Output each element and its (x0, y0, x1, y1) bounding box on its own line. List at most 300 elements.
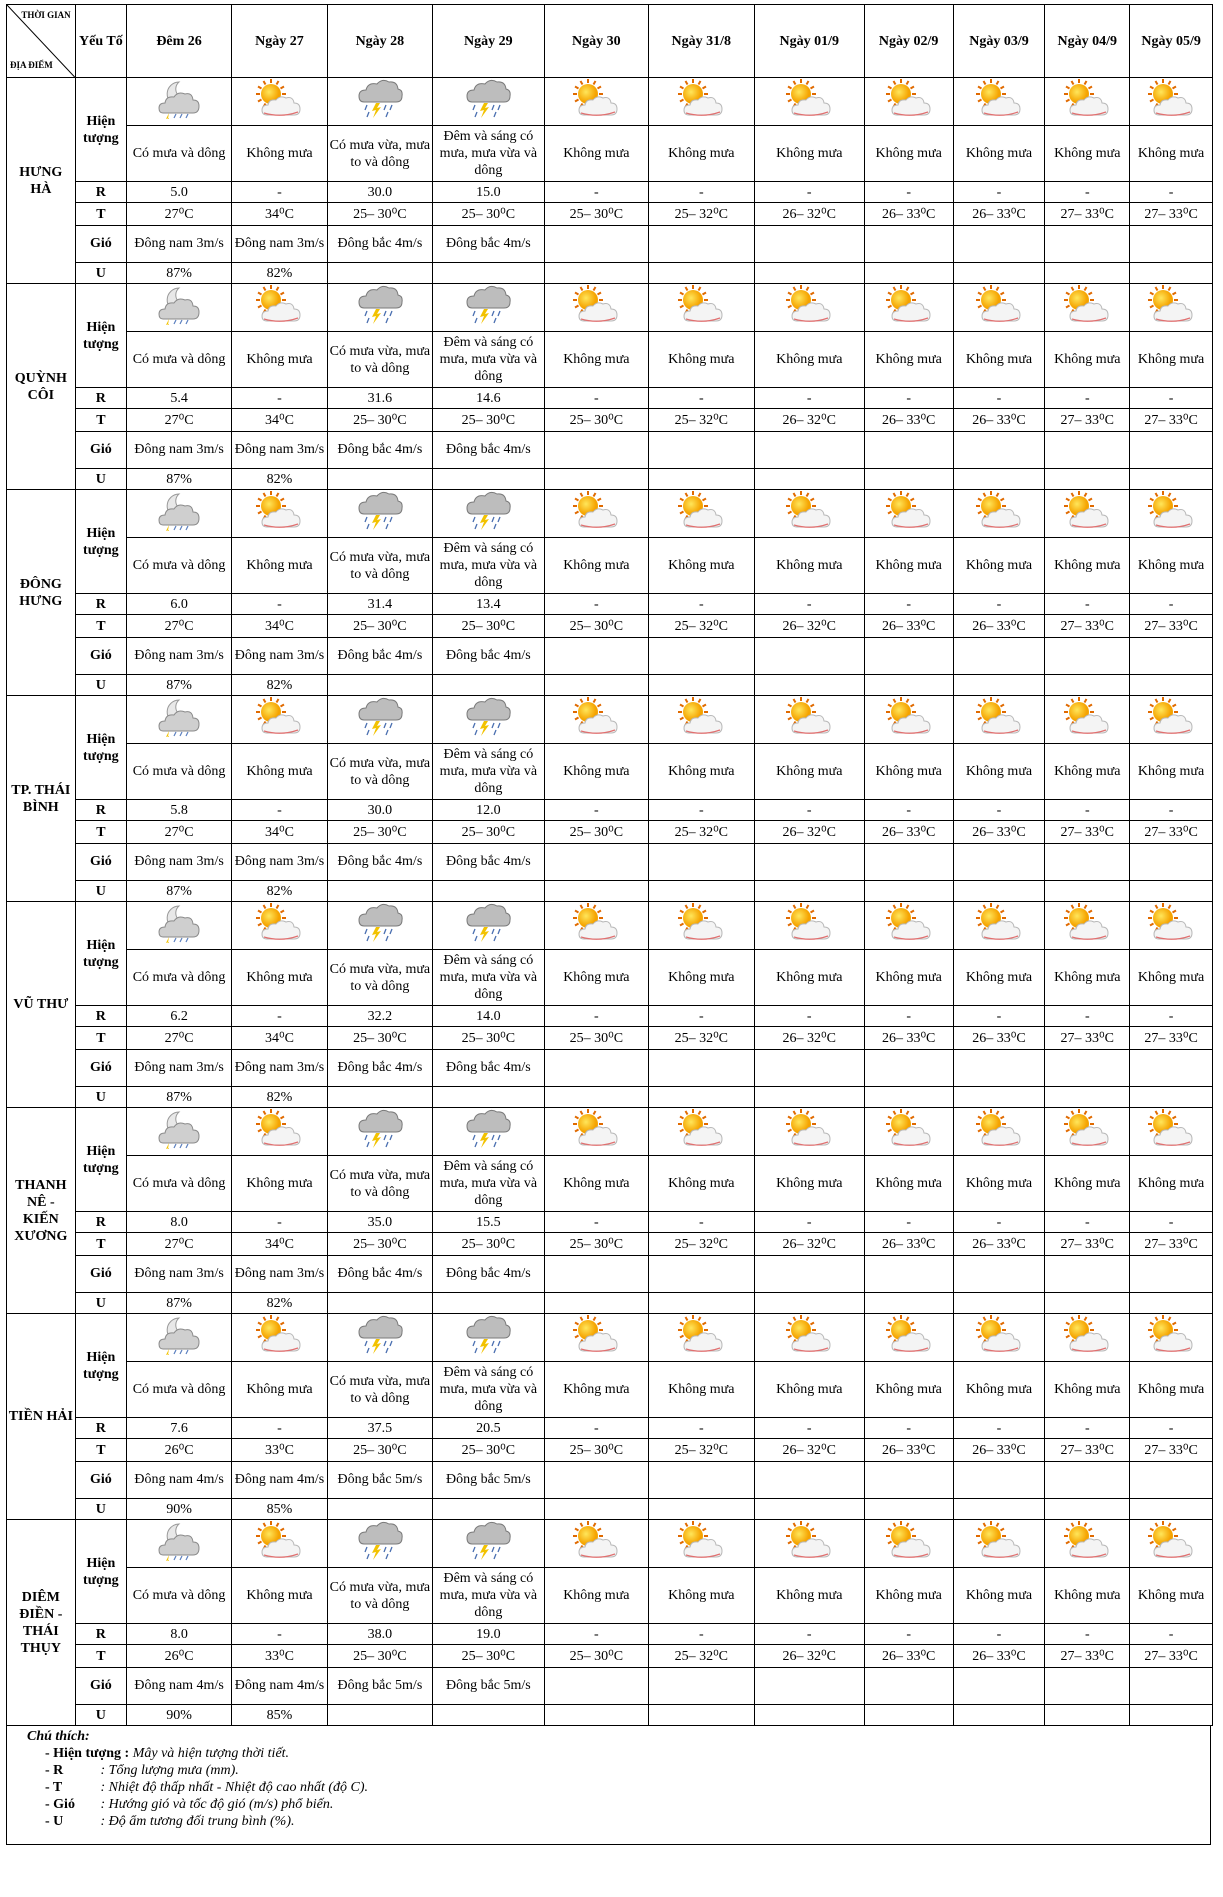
partly-sunny-icon (1147, 1521, 1195, 1566)
phenomenon-cell: Không mưa (648, 950, 754, 1006)
rain-cell: - (754, 800, 864, 821)
wind-cell (754, 844, 864, 881)
location-1-desc-row (7, 126, 1213, 182)
phenomenon-cell: Không mưa (1130, 126, 1213, 182)
partly-sunny-icon (255, 285, 303, 330)
hum-cell (648, 1087, 754, 1108)
wind-cell: Đông bắc 4m/s (432, 226, 544, 263)
location-2-desc-row (7, 332, 1213, 388)
rain-cell: - (754, 1212, 864, 1233)
phenomenon-cell: Có mưa vừa, mưa to và dông (327, 126, 432, 182)
hum-cell (953, 881, 1045, 902)
weather-icon-cell (1045, 78, 1130, 126)
day-header-3: Ngày 28 (327, 5, 432, 78)
wind-cell (648, 1050, 754, 1087)
weather-icon-cell (544, 1108, 648, 1156)
temp-cell: 25– 30⁰C (327, 409, 432, 432)
phenomenon-cell: Không mưa (864, 1362, 953, 1418)
thunderstorm-icon (464, 284, 512, 331)
weather-icon-cell (327, 1314, 432, 1362)
thunderstorm-icon (356, 902, 404, 949)
wind-cell: Đông bắc 4m/s (432, 1050, 544, 1087)
phenomenon-cell: Không mưa (648, 126, 754, 182)
weather-icon-cell (754, 1108, 864, 1156)
wind-cell (1130, 1668, 1213, 1705)
thunderstorm-icon (356, 1314, 404, 1361)
partly-sunny-icon (1063, 1521, 1111, 1566)
hum-cell (432, 1499, 544, 1520)
rain-cell: - (232, 1006, 328, 1027)
element-label-humidity: U (75, 1087, 126, 1108)
hum-cell (953, 1087, 1045, 1108)
phenomenon-cell: Có mưa và dông (127, 126, 232, 182)
wind-cell (1045, 1668, 1130, 1705)
hum-cell (544, 1087, 648, 1108)
rain-cell: - (544, 594, 648, 615)
phenomenon-cell: Không mưa (1045, 744, 1130, 800)
hum-cell: 82% (232, 675, 328, 696)
weather-icon-cell (544, 490, 648, 538)
day-header-11: Ngày 05/9 (1130, 5, 1213, 78)
rain-cell: - (544, 1624, 648, 1645)
wind-cell (864, 1050, 953, 1087)
day-header-6: Ngày 31/8 (648, 5, 754, 78)
hum-cell (648, 1293, 754, 1314)
element-label-wind: Gió (75, 1256, 126, 1293)
rain-cell: 30.0 (327, 182, 432, 203)
wind-cell: Đông nam 3m/s (232, 1050, 328, 1087)
location-5-icons-row (7, 902, 1213, 950)
partly-sunny-icon (255, 1315, 303, 1360)
weather-icon-cell (544, 284, 648, 332)
weather-icon-cell (953, 1314, 1045, 1362)
rain-cell: - (232, 182, 328, 203)
note-line (27, 1813, 1210, 1830)
temp-cell: 25– 30⁰C (544, 1645, 648, 1668)
hum-cell (544, 1499, 648, 1520)
weather-icon-cell (648, 902, 754, 950)
phenomenon-cell: Đêm và sáng có mưa, mưa vừa và dông (432, 1156, 544, 1212)
day-header-9: Ngày 03/9 (953, 5, 1045, 78)
hum-cell (432, 469, 544, 490)
hum-cell (648, 469, 754, 490)
element-label-humidity: U (75, 1293, 126, 1314)
rain-cell: - (544, 1212, 648, 1233)
location-name: TIỀN HẢI (7, 1314, 76, 1520)
location-4-rain-row (7, 800, 1213, 821)
wind-cell: Đông nam 3m/s (127, 226, 232, 263)
phenomenon-cell: Không mưa (953, 1568, 1045, 1624)
rain-cell: 14.0 (432, 1006, 544, 1027)
temp-cell: 26– 33⁰C (864, 409, 953, 432)
hum-cell: 87% (127, 675, 232, 696)
temp-cell: 25– 32⁰C (648, 615, 754, 638)
partly-sunny-icon (677, 903, 725, 948)
weather-icon-cell (232, 1314, 328, 1362)
partly-sunny-icon (572, 79, 620, 124)
weather-icon-cell (127, 490, 232, 538)
temp-cell: 26– 32⁰C (754, 1439, 864, 1462)
wind-cell (953, 226, 1045, 263)
phenomenon-cell: Không mưa (232, 950, 328, 1006)
temp-cell: 26– 33⁰C (864, 203, 953, 226)
hum-cell (953, 1705, 1045, 1726)
partly-sunny-icon (572, 285, 620, 330)
wind-cell (1130, 432, 1213, 469)
rain-cell: - (953, 594, 1045, 615)
temp-cell: 25– 30⁰C (432, 409, 544, 432)
weather-icon-cell (754, 78, 864, 126)
phenomenon-cell: Không mưa (953, 950, 1045, 1006)
element-label-wind: Gió (75, 432, 126, 469)
partly-sunny-icon (975, 79, 1023, 124)
weather-icon-cell (327, 284, 432, 332)
phenomenon-cell: Không mưa (544, 538, 648, 594)
phenomenon-cell: Có mưa và dông (127, 332, 232, 388)
element-label-phenomenon: Hiện tượng (75, 78, 126, 182)
temp-cell: 27⁰C (127, 821, 232, 844)
rain-cell: - (864, 182, 953, 203)
rain-cell: - (232, 800, 328, 821)
location-1-hum-row (7, 263, 1213, 284)
rain-cell: - (953, 1006, 1045, 1027)
partly-sunny-icon (1063, 285, 1111, 330)
rain-cell: - (953, 800, 1045, 821)
rain-cell: - (648, 388, 754, 409)
wind-cell (544, 432, 648, 469)
element-label-humidity: U (75, 469, 126, 490)
temp-cell: 25– 32⁰C (648, 409, 754, 432)
partly-sunny-icon (885, 1315, 933, 1360)
phenomenon-cell: Không mưa (232, 538, 328, 594)
weather-icon-cell (432, 1108, 544, 1156)
weather-icon-cell (1045, 1520, 1130, 1568)
location-3-desc-row (7, 538, 1213, 594)
temp-cell: 33⁰C (232, 1439, 328, 1462)
element-label-temp: T (75, 203, 126, 226)
forecast-table (6, 4, 1213, 1726)
wind-cell (953, 1256, 1045, 1293)
location-4-icons-row (7, 696, 1213, 744)
weather-icon-cell (1045, 1108, 1130, 1156)
location-7-desc-row (7, 1362, 1213, 1418)
rain-cell: - (1045, 800, 1130, 821)
temp-cell: 25– 30⁰C (327, 615, 432, 638)
wind-cell (864, 226, 953, 263)
element-label-humidity: U (75, 881, 126, 902)
phenomenon-cell: Không mưa (232, 744, 328, 800)
phenomenon-cell: Không mưa (754, 126, 864, 182)
location-1-rain-row (7, 182, 1213, 203)
hum-cell (544, 1293, 648, 1314)
location-name: HƯNG HÀ (7, 78, 76, 284)
phenomenon-cell: Không mưa (648, 744, 754, 800)
phenomenon-cell: Không mưa (544, 744, 648, 800)
rain-cell: - (544, 800, 648, 821)
phenomenon-cell: Không mưa (1045, 1362, 1130, 1418)
weather-icon-cell (1130, 78, 1213, 126)
wind-cell: Đông nam 3m/s (127, 638, 232, 675)
wind-cell (1045, 1462, 1130, 1499)
partly-sunny-icon (975, 491, 1023, 536)
partly-sunny-icon (1063, 491, 1111, 536)
location-7-hum-row (7, 1499, 1213, 1520)
hum-cell (1130, 675, 1213, 696)
weather-icon-cell (1130, 1520, 1213, 1568)
note-value: : Tổng lượng mưa (mm). (100, 1763, 239, 1778)
phenomenon-cell: Có mưa vừa, mưa to và dông (327, 1156, 432, 1212)
weather-icon-cell (864, 78, 953, 126)
rain-cell: - (648, 800, 754, 821)
weather-icon-cell (127, 1520, 232, 1568)
element-label-rain: R (75, 800, 126, 821)
partly-sunny-icon (885, 903, 933, 948)
wind-cell: Đông bắc 4m/s (432, 844, 544, 881)
weather-icon-cell (754, 1314, 864, 1362)
temp-cell: 25– 32⁰C (648, 1439, 754, 1462)
weather-icon-cell (864, 1314, 953, 1362)
day-header-8: Ngày 02/9 (864, 5, 953, 78)
phenomenon-cell: Không mưa (953, 332, 1045, 388)
partly-sunny-icon (677, 79, 725, 124)
hum-cell (864, 1087, 953, 1108)
hum-cell (327, 263, 432, 284)
weather-icon-cell (953, 902, 1045, 950)
partly-sunny-icon (572, 1315, 620, 1360)
rain-cell: - (1130, 1418, 1213, 1439)
temp-cell: 25– 30⁰C (544, 1439, 648, 1462)
rain-cell: 15.0 (432, 182, 544, 203)
temp-cell: 27– 33⁰C (1130, 821, 1213, 844)
hum-cell (754, 1499, 864, 1520)
temp-cell: 26– 33⁰C (953, 1439, 1045, 1462)
element-label-phenomenon: Hiện tượng (75, 490, 126, 594)
wind-cell (1045, 1256, 1130, 1293)
partly-sunny-icon (255, 1521, 303, 1566)
element-label-temp: T (75, 1645, 126, 1668)
weather-icon-cell (232, 902, 328, 950)
temp-cell: 25– 30⁰C (432, 1645, 544, 1668)
weather-icon-cell (864, 1108, 953, 1156)
note-value: : Nhiệt độ thấp nhất - Nhiệt độ cao nhất (độ C). (100, 1780, 369, 1795)
location-8-hum-row (7, 1705, 1213, 1726)
weather-icon-cell (544, 78, 648, 126)
phenomenon-cell: Không mưa (544, 1568, 648, 1624)
wind-cell (864, 638, 953, 675)
phenomenon-cell: Có mưa vừa, mưa to và dông (327, 1568, 432, 1624)
location-1-wind-row (7, 226, 1213, 263)
temp-cell: 25– 30⁰C (327, 1645, 432, 1668)
day-header-5: Ngày 30 (544, 5, 648, 78)
temp-cell: 26– 33⁰C (864, 1233, 953, 1256)
element-label-wind: Gió (75, 1050, 126, 1087)
temp-cell: 26– 32⁰C (754, 203, 864, 226)
temp-cell: 25– 30⁰C (544, 203, 648, 226)
location-8-temp-row (7, 1645, 1213, 1668)
rain-cell: - (1045, 1006, 1130, 1027)
element-label-wind: Gió (75, 844, 126, 881)
wind-cell: Đông bắc 4m/s (327, 844, 432, 881)
partly-sunny-icon (785, 79, 833, 124)
night-thunderstorm-icon (155, 1521, 203, 1566)
temp-cell: 27⁰C (127, 409, 232, 432)
temp-cell: 26– 33⁰C (953, 203, 1045, 226)
rain-cell: - (864, 594, 953, 615)
partly-sunny-icon (572, 903, 620, 948)
element-label-wind: Gió (75, 638, 126, 675)
element-label-wind: Gió (75, 226, 126, 263)
partly-sunny-icon (255, 903, 303, 948)
weather-icon-cell (127, 696, 232, 744)
location-4-desc-row (7, 744, 1213, 800)
hum-cell (1130, 881, 1213, 902)
hum-cell: 87% (127, 263, 232, 284)
partly-sunny-icon (1147, 1109, 1195, 1154)
temp-cell: 26– 32⁰C (754, 1645, 864, 1668)
rain-cell: - (544, 1418, 648, 1439)
wind-cell (754, 226, 864, 263)
temp-cell: 27⁰C (127, 203, 232, 226)
rain-cell: - (754, 594, 864, 615)
partly-sunny-icon (1147, 79, 1195, 124)
rain-cell: - (544, 1006, 648, 1027)
wind-cell (648, 1462, 754, 1499)
hum-cell (864, 1499, 953, 1520)
temp-cell: 26– 33⁰C (864, 1027, 953, 1050)
phenomenon-cell: Không mưa (953, 538, 1045, 594)
element-label-rain: R (75, 1624, 126, 1645)
phenomenon-cell: Đêm và sáng có mưa, mưa vừa và dông (432, 538, 544, 594)
temp-cell: 25– 30⁰C (327, 1439, 432, 1462)
weather-icon-cell (1130, 490, 1213, 538)
partly-sunny-icon (677, 1315, 725, 1360)
partly-sunny-icon (572, 1109, 620, 1154)
temp-cell: 26– 33⁰C (953, 1645, 1045, 1668)
phenomenon-cell: Không mưa (232, 1568, 328, 1624)
hum-cell (327, 881, 432, 902)
note-line (27, 1745, 1210, 1762)
phenomenon-cell: Không mưa (544, 126, 648, 182)
element-label-rain: R (75, 1212, 126, 1233)
wind-cell (754, 1050, 864, 1087)
weather-icon-cell (127, 1314, 232, 1362)
wind-cell: Đông nam 4m/s (127, 1462, 232, 1499)
rain-cell: 15.5 (432, 1212, 544, 1233)
wind-cell (1045, 638, 1130, 675)
thunderstorm-icon (464, 1314, 512, 1361)
weather-icon-cell (648, 284, 754, 332)
hum-cell (1130, 1705, 1213, 1726)
hum-cell (754, 469, 864, 490)
hum-cell (1130, 469, 1213, 490)
rain-cell: - (232, 1418, 328, 1439)
wind-cell (1045, 1050, 1130, 1087)
phenomenon-cell: Không mưa (1045, 332, 1130, 388)
location-6-wind-row (7, 1256, 1213, 1293)
temp-cell: 27⁰C (127, 1027, 232, 1050)
partly-sunny-icon (572, 1521, 620, 1566)
phenomenon-cell: Đêm và sáng có mưa, mưa vừa và dông (432, 1362, 544, 1418)
phenomenon-cell: Không mưa (232, 126, 328, 182)
temp-cell: 26– 32⁰C (754, 821, 864, 844)
partly-sunny-icon (785, 1521, 833, 1566)
phenomenon-cell: Không mưa (953, 126, 1045, 182)
wind-cell (1045, 226, 1130, 263)
temp-cell: 26– 33⁰C (953, 1233, 1045, 1256)
weather-icon-cell (754, 490, 864, 538)
weather-icon-cell (327, 78, 432, 126)
wind-cell: Đông nam 3m/s (127, 432, 232, 469)
rain-cell: 5.8 (127, 800, 232, 821)
phenomenon-cell: Không mưa (864, 1568, 953, 1624)
hum-cell: 87% (127, 881, 232, 902)
partly-sunny-icon (1147, 903, 1195, 948)
location-name: QUỲNH CÔI (7, 284, 76, 490)
wind-cell (648, 226, 754, 263)
hum-cell (648, 1705, 754, 1726)
rain-cell: - (648, 1212, 754, 1233)
phenomenon-cell: Không mưa (864, 126, 953, 182)
wind-cell: Đông nam 4m/s (232, 1462, 328, 1499)
partly-sunny-icon (785, 1109, 833, 1154)
weather-icon-cell (544, 1520, 648, 1568)
element-label-temp: T (75, 1233, 126, 1256)
element-label-rain: R (75, 594, 126, 615)
weather-icon-cell (432, 1314, 544, 1362)
wind-cell: Đông bắc 4m/s (327, 432, 432, 469)
night-thunderstorm-icon (155, 79, 203, 124)
rain-cell: - (1045, 1212, 1130, 1233)
element-label-wind: Gió (75, 1668, 126, 1705)
hum-cell (754, 881, 864, 902)
partly-sunny-icon (677, 1109, 725, 1154)
phenomenon-cell: Có mưa và dông (127, 1568, 232, 1624)
weather-icon-cell (953, 696, 1045, 744)
day-header-4: Ngày 29 (432, 5, 544, 78)
temp-cell: 27⁰C (127, 1233, 232, 1256)
phenomenon-cell: Không mưa (754, 538, 864, 594)
element-label-rain: R (75, 182, 126, 203)
phenomenon-cell: Không mưa (953, 1362, 1045, 1418)
hum-cell (544, 469, 648, 490)
phenomenon-cell: Không mưa (648, 538, 754, 594)
weather-icon-cell (232, 1108, 328, 1156)
rain-cell: - (953, 388, 1045, 409)
wind-cell: Đông bắc 4m/s (432, 1256, 544, 1293)
phenomenon-cell: Không mưa (754, 332, 864, 388)
rain-cell: - (648, 1006, 754, 1027)
phenomenon-cell: Không mưa (1130, 538, 1213, 594)
day-header-2: Ngày 27 (232, 5, 328, 78)
partly-sunny-icon (885, 285, 933, 330)
weather-icon-cell (432, 1520, 544, 1568)
notes-title: Chú thích: (27, 1729, 90, 1744)
temp-cell: 25– 30⁰C (544, 1233, 648, 1256)
temp-cell: 27– 33⁰C (1130, 203, 1213, 226)
location-8-desc-row (7, 1568, 1213, 1624)
hum-cell (544, 675, 648, 696)
temp-cell: 26– 33⁰C (953, 821, 1045, 844)
temp-cell: 25– 32⁰C (648, 1645, 754, 1668)
wind-cell (953, 1050, 1045, 1087)
temp-cell: 26– 33⁰C (864, 1439, 953, 1462)
element-label-temp: T (75, 1027, 126, 1050)
phenomenon-cell: Có mưa và dông (127, 1362, 232, 1418)
location-4-temp-row (7, 821, 1213, 844)
phenomenon-cell: Không mưa (1130, 950, 1213, 1006)
phenomenon-cell: Đêm và sáng có mưa, mưa vừa và dông (432, 1568, 544, 1624)
legend-notes (6, 1726, 1211, 1845)
